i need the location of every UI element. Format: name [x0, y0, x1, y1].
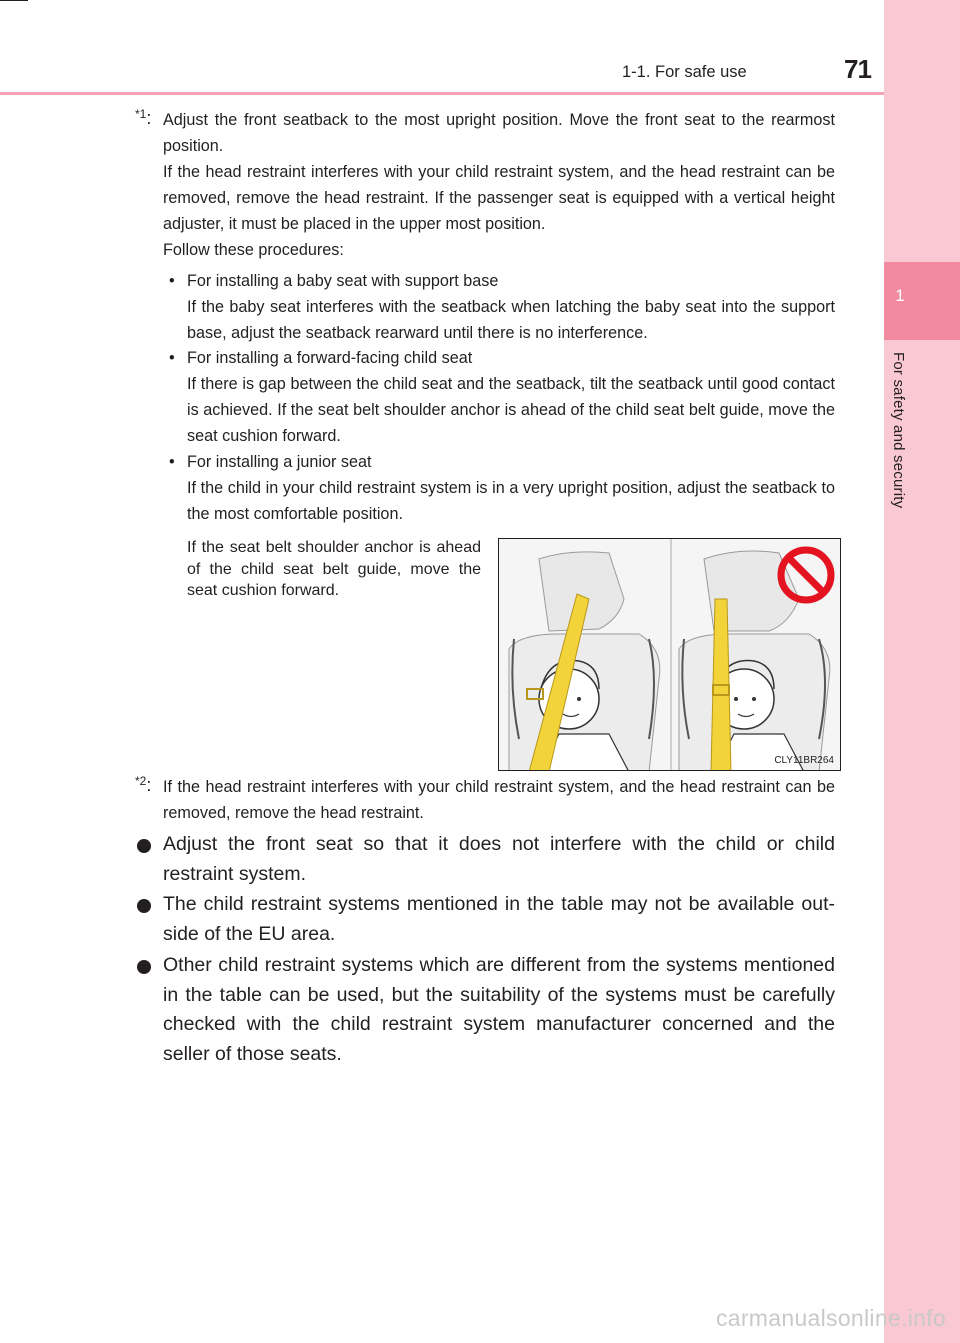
footnote-2: [135, 774, 835, 826]
procedure-item-3-text: If the child in your child restraint system is in a very upright position, adjust the seatback to the most comfortable position.: [187, 479, 835, 523]
advice-bullet-1: [163, 830, 835, 889]
footnote-2-mark: $^{*2}$:: [135, 774, 152, 795]
procedure-item-1-title: For installing a baby seat with support base: [187, 272, 499, 290]
footnote-2-text: If the head restraint interferes with your child restraint system, and the head restraint can be removed, remove the head restraint.: [163, 778, 835, 822]
procedure-item-1: [169, 268, 835, 346]
footnote-1-para-3: Follow these procedures:: [163, 241, 344, 259]
advice-bullet-3-text: Other child restraint systems which are different from the systems mentioned in the table can be used, but the suitability of the systems must be carefully checked with the child restraint system manufacturer concerned and the seller of those seats.: [163, 954, 835, 1065]
figure-caption: If the seat belt shoulder anchor is ahead of the child seat belt guide, move the seat cushion forward.: [187, 539, 481, 599]
seat-belt-illustration-svg: [499, 539, 841, 771]
seat-belt-illustration: [498, 538, 841, 771]
procedure-item-2-text: If there is gap between the child seat and the seatback, tilt the seatback until good contact is achieved. If the seat belt shoulder anchor is ahead of the child seat belt guide, move the seat cushion forward.: [187, 375, 835, 445]
chapter-sidebar: [884, 0, 960, 1343]
procedure-item-2-title: For installing a forward-facing child seat: [187, 349, 473, 367]
advice-bullet-2-text: The child restraint systems mentioned in the table may not be available out-side of the EU area.: [163, 893, 835, 945]
procedure-item-3: [169, 449, 835, 527]
footnote-1: [135, 107, 835, 263]
chapter-tab-number: 1: [895, 286, 905, 305]
section-title: 1-1. For safe use: [622, 63, 747, 81]
advice-bullet-2: [163, 890, 835, 949]
footnote-1-para-1: Adjust the front seatback to the most upright position. Move the front seat to the rearmost position.: [163, 111, 835, 155]
page-number: 71: [844, 54, 871, 84]
incorrect-position-panel: [671, 539, 841, 771]
procedure-item-3-title: For installing a junior seat: [187, 453, 372, 471]
procedure-item-1-text: If the baby seat interferes with the seatback when latching the baby seat into the support base, adjust the seatback rearward until there is no interference.: [187, 298, 835, 342]
watermark: carmanualsonline.info: [715, 1305, 946, 1331]
procedure-item-2: [169, 345, 835, 449]
bullet-disc: [137, 960, 151, 974]
figure-code: CLY11BR264: [774, 755, 834, 766]
footnote-1-para-2: If the head restraint interferes with your child restraint system, and the head restraint can be removed, remove the head restraint. If the passenger seat is equipped with a vertical height adjuster, it must be placed in the upper most position.: [163, 163, 835, 233]
chapter-tab-label: For safety and security: [890, 352, 907, 509]
bullet-disc: [137, 899, 151, 913]
header-rule: [0, 92, 884, 95]
procedure-bullet: •: [169, 272, 175, 290]
advice-bullet-1-text: Adjust the front seat so that it does not interfere with the child or child restraint system.: [163, 833, 835, 885]
advice-bullet-3: [163, 951, 835, 1069]
procedure-bullet: •: [169, 349, 175, 367]
correct-position-panel: [499, 539, 670, 771]
footnote-1-mark: $^{*1}$:: [135, 107, 152, 128]
page-header: [0, 0, 884, 96]
procedure-bullet: •: [169, 453, 175, 471]
bullet-disc: [137, 839, 151, 853]
